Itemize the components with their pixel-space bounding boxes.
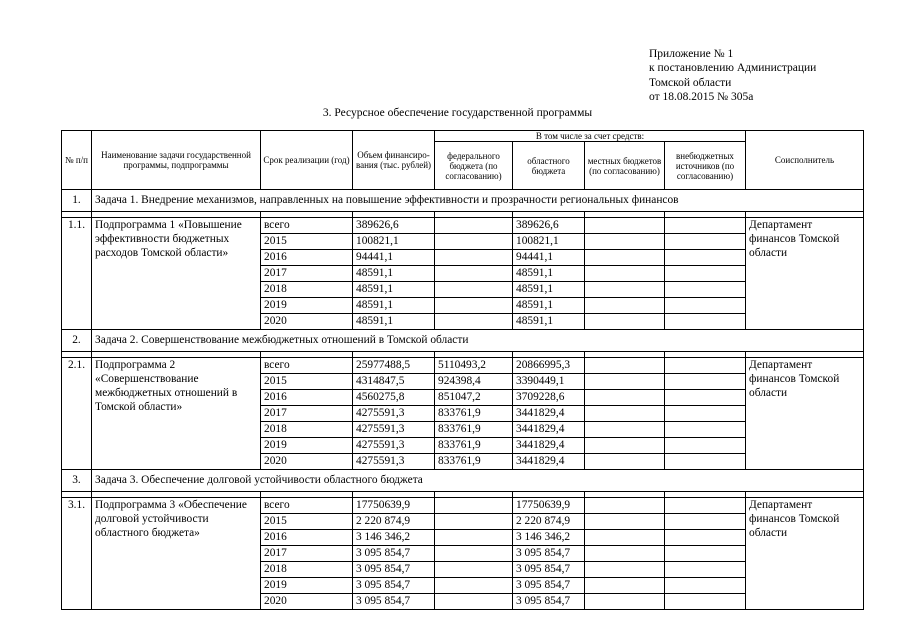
volume-cell: 48591,1: [353, 282, 435, 298]
federal-cell: [435, 594, 513, 610]
regional-cell: 3441829,4: [513, 422, 585, 438]
federal-cell: 833761,9: [435, 438, 513, 454]
local-cell: [585, 218, 665, 234]
extra-cell: [665, 282, 746, 298]
volume-cell: 3 095 854,7: [353, 562, 435, 578]
local-cell: [585, 438, 665, 454]
document-title: 3. Ресурсное обеспечение государственной программы: [322, 107, 593, 119]
local-cell: [585, 234, 665, 250]
task-num: 3.: [62, 470, 92, 492]
appendix-line: к постановлению Администрации: [649, 62, 817, 75]
extra-cell: [665, 390, 746, 406]
extra-cell: [665, 546, 746, 562]
header-federal: федерального бюджета (по согласованию): [435, 142, 513, 190]
volume-cell: 3 095 854,7: [353, 546, 435, 562]
subprogram-name: Подпрограмма 3 «Обеспечение долговой устойчивости областного бюджета»: [92, 498, 261, 610]
federal-cell: [435, 514, 513, 530]
local-cell: [585, 546, 665, 562]
federal-cell: [435, 218, 513, 234]
volume-cell: 94441,1: [353, 250, 435, 266]
period-cell: 2019: [261, 438, 353, 454]
period-cell: всего: [261, 498, 353, 514]
regional-cell: 3441829,4: [513, 406, 585, 422]
extra-cell: [665, 266, 746, 282]
federal-cell: [435, 298, 513, 314]
local-cell: [585, 298, 665, 314]
regional-cell: 3390449,1: [513, 374, 585, 390]
federal-cell: [435, 562, 513, 578]
resource-table: [61, 130, 864, 610]
extra-cell: [665, 298, 746, 314]
regional-cell: 3441829,4: [513, 454, 585, 470]
federal-cell: [435, 234, 513, 250]
regional-cell: 94441,1: [513, 250, 585, 266]
regional-cell: 3 095 854,7: [513, 546, 585, 562]
extra-cell: [665, 578, 746, 594]
volume-cell: 4560275,8: [353, 390, 435, 406]
regional-cell: 48591,1: [513, 282, 585, 298]
local-cell: [585, 406, 665, 422]
regional-cell: 2 220 874,9: [513, 514, 585, 530]
federal-cell: [435, 282, 513, 298]
period-cell: 2015: [261, 374, 353, 390]
extra-cell: [665, 374, 746, 390]
period-cell: 2015: [261, 514, 353, 530]
header-name: Наименование задачи государственной программы, подпрограммы: [92, 131, 261, 190]
federal-cell: [435, 578, 513, 594]
extra-cell: [665, 454, 746, 470]
task-title: Задача 3. Обеспечение долговой устойчивости областного бюджета: [92, 470, 864, 492]
volume-cell: 48591,1: [353, 266, 435, 282]
federal-cell: [435, 266, 513, 282]
task-num: 1.: [62, 190, 92, 212]
appendix-block: [649, 47, 816, 105]
federal-cell: 924398,4: [435, 374, 513, 390]
period-cell: 2017: [261, 546, 353, 562]
period-cell: 2016: [261, 390, 353, 406]
period-cell: 2018: [261, 282, 353, 298]
header-extra: внебюджетных источников (по согласованию): [665, 142, 746, 190]
local-cell: [585, 454, 665, 470]
extra-cell: [665, 358, 746, 374]
subprogram-num: 1.1.: [62, 218, 92, 330]
extra-cell: [665, 314, 746, 330]
executor-cell: Департамент финансов Томской области: [746, 498, 864, 610]
regional-cell: 100821,1: [513, 234, 585, 250]
extra-cell: [665, 498, 746, 514]
header-including: В том числе за счет средств:: [435, 131, 746, 142]
task-title: Задача 1. Внедрение механизмов, направленных на повышение эффективности и прозрачности региональных финансов: [92, 190, 864, 212]
local-cell: [585, 358, 665, 374]
header-local: местных бюджетов (по согласованию): [585, 142, 665, 190]
period-cell: 2020: [261, 314, 353, 330]
header-num: № п/п: [62, 131, 92, 190]
extra-cell: [665, 594, 746, 610]
extra-cell: [665, 530, 746, 546]
local-cell: [585, 498, 665, 514]
executor-cell: Департамент финансов Томской области: [746, 358, 864, 470]
regional-cell: 3 095 854,7: [513, 594, 585, 610]
period-cell: 2020: [261, 454, 353, 470]
volume-cell: 48591,1: [353, 298, 435, 314]
extra-cell: [665, 562, 746, 578]
table-row: [62, 498, 864, 514]
volume-cell: 3 095 854,7: [353, 578, 435, 594]
volume-cell: 17750639,9: [353, 498, 435, 514]
subprogram-name: Подпрограмма 2 «Совершенствование межбюджетных отношений в Томской области»: [92, 358, 261, 470]
header-regional: областного бюджета: [513, 142, 585, 190]
period-cell: 2018: [261, 562, 353, 578]
volume-cell: 4275591,3: [353, 454, 435, 470]
appendix-line: от 18.08.2015 № 305а: [649, 91, 754, 104]
subprogram-name: Подпрограмма 1 «Повышение эффективности бюджетных расходов Томской области»: [92, 218, 261, 330]
local-cell: [585, 250, 665, 266]
volume-cell: 3 146 346,2: [353, 530, 435, 546]
federal-cell: 833761,9: [435, 406, 513, 422]
local-cell: [585, 514, 665, 530]
extra-cell: [665, 250, 746, 266]
local-cell: [585, 594, 665, 610]
period-cell: 2016: [261, 530, 353, 546]
extra-cell: [665, 438, 746, 454]
extra-cell: [665, 514, 746, 530]
federal-cell: 833761,9: [435, 454, 513, 470]
table-row: [62, 218, 864, 234]
federal-cell: [435, 530, 513, 546]
subprogram-num: 2.1.: [62, 358, 92, 470]
local-cell: [585, 266, 665, 282]
period-cell: 2018: [261, 422, 353, 438]
federal-cell: [435, 250, 513, 266]
extra-cell: [665, 422, 746, 438]
header-volume: Объем финансиро-вания (тыс. рублей): [353, 131, 435, 190]
regional-cell: 3 095 854,7: [513, 562, 585, 578]
regional-cell: 48591,1: [513, 266, 585, 282]
federal-cell: [435, 314, 513, 330]
volume-cell: 100821,1: [353, 234, 435, 250]
local-cell: [585, 282, 665, 298]
federal-cell: [435, 498, 513, 514]
local-cell: [585, 530, 665, 546]
volume-cell: 4314847,5: [353, 374, 435, 390]
volume-cell: 3 095 854,7: [353, 594, 435, 610]
volume-cell: 25977488,5: [353, 358, 435, 374]
extra-cell: [665, 406, 746, 422]
executor-cell: Департамент финансов Томской области: [746, 218, 864, 330]
regional-cell: 48591,1: [513, 298, 585, 314]
federal-cell: 5110493,2: [435, 358, 513, 374]
period-cell: всего: [261, 358, 353, 374]
period-cell: всего: [261, 218, 353, 234]
appendix-line: Приложение № 1: [649, 48, 734, 60]
period-cell: 2017: [261, 266, 353, 282]
regional-cell: 3 146 346,2: [513, 530, 585, 546]
task-row: [62, 330, 864, 352]
table-body: [62, 190, 864, 610]
extra-cell: [665, 234, 746, 250]
task-num: 2.: [62, 330, 92, 352]
header-period: Срок реализации (год): [261, 131, 353, 190]
local-cell: [585, 390, 665, 406]
period-cell: 2017: [261, 406, 353, 422]
regional-cell: 389626,6: [513, 218, 585, 234]
appendix-line: Томской области: [649, 76, 732, 89]
local-cell: [585, 314, 665, 330]
local-cell: [585, 374, 665, 390]
volume-cell: 4275591,3: [353, 406, 435, 422]
federal-cell: 851047,2: [435, 390, 513, 406]
volume-cell: 4275591,3: [353, 438, 435, 454]
regional-cell: 3709228,6: [513, 390, 585, 406]
extra-cell: [665, 218, 746, 234]
volume-cell: 4275591,3: [353, 422, 435, 438]
period-cell: 2019: [261, 298, 353, 314]
federal-cell: 833761,9: [435, 422, 513, 438]
local-cell: [585, 562, 665, 578]
period-cell: 2019: [261, 578, 353, 594]
task-row: [62, 190, 864, 212]
period-cell: 2015: [261, 234, 353, 250]
regional-cell: 48591,1: [513, 314, 585, 330]
regional-cell: 17750639,9: [513, 498, 585, 514]
regional-cell: 3 095 854,7: [513, 578, 585, 594]
header-executor: Соисполнитель: [746, 131, 864, 190]
volume-cell: 389626,6: [353, 218, 435, 234]
table-row: [62, 358, 864, 374]
task-row: [62, 470, 864, 492]
period-cell: 2020: [261, 594, 353, 610]
local-cell: [585, 578, 665, 594]
volume-cell: 2 220 874,9: [353, 514, 435, 530]
regional-cell: 20866995,3: [513, 358, 585, 374]
task-title: Задача 2. Совершенствование межбюджетных отношений в Томской области: [92, 330, 864, 352]
local-cell: [585, 422, 665, 438]
regional-cell: 3441829,4: [513, 438, 585, 454]
period-cell: 2016: [261, 250, 353, 266]
volume-cell: 48591,1: [353, 314, 435, 330]
federal-cell: [435, 546, 513, 562]
subprogram-num: 3.1.: [62, 498, 92, 610]
